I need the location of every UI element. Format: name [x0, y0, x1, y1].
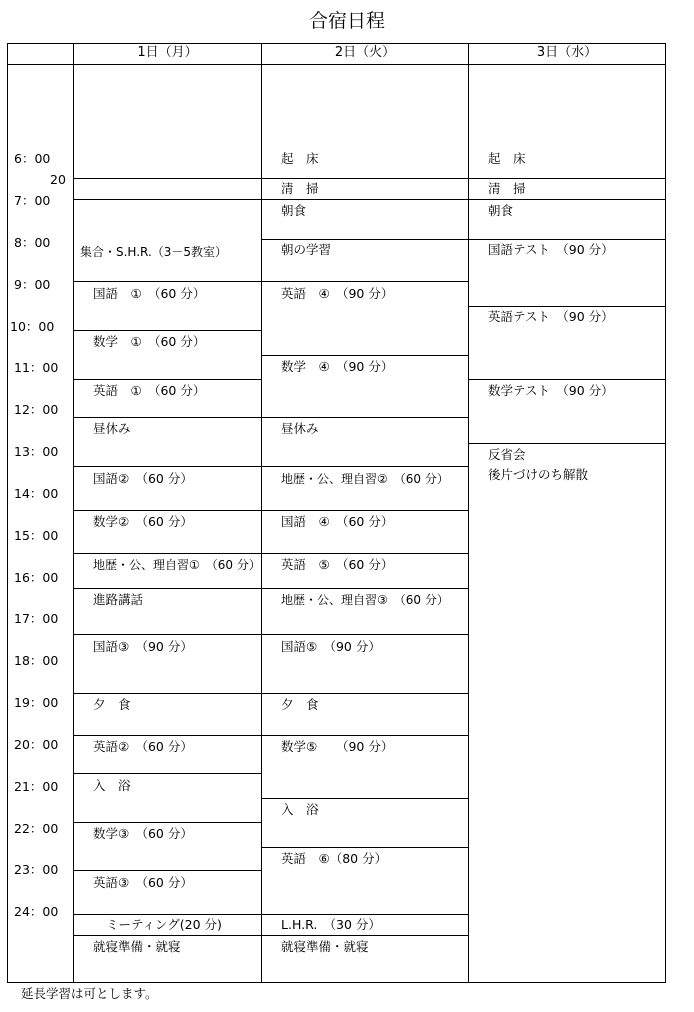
day1-chireki1: 地歴・公、理自習① （60 分） [93, 558, 261, 572]
day1-kokugo3: 国語③ （90 分） [93, 639, 193, 654]
day1-sugaku2: 数学② （60 分） [93, 514, 193, 529]
time-label: 21：00 [14, 779, 59, 794]
day3-sugaku-test: 数学テスト （90 分） [488, 383, 614, 398]
day2-wake: 起 床 [281, 151, 319, 166]
time-label: 10：00 [10, 319, 55, 334]
day1-dinner: 夕 食 [93, 697, 131, 712]
time-label: 11：00 [14, 360, 59, 375]
day1-meeting: ミーティング(20 分) [106, 917, 222, 932]
day2-chireki3: 地歴・公、理自習③ （60 分） [281, 593, 449, 607]
day1-bedprep: 就寝準備・就寝 [93, 939, 181, 954]
time-label: 8：00 [14, 235, 51, 250]
day3-wake: 起 床 [488, 151, 526, 166]
day2-sugaku5: 数学⑤ （90 分） [281, 739, 394, 754]
day1-kokugo2: 国語② （60 分） [93, 471, 193, 486]
table-frame [8, 44, 666, 983]
day1-kokugo1: 国語 ① （60 分） [93, 286, 206, 301]
day2-bedprep: 就寝準備・就寝 [281, 939, 369, 954]
day1-eigo1: 英語 ① （60 分） [93, 383, 206, 398]
day1-sugaku1: 数学 ① （60 分） [93, 334, 206, 349]
day1-eigo3: 英語③ （60 分） [93, 875, 193, 890]
day1-gather: 集合・S.H.R.（3－5教室） [80, 245, 228, 259]
day2-eigo6: 英語 ⑥（80 分） [281, 851, 388, 866]
day1-shinro: 進路講話 [93, 592, 144, 607]
day2-breakfast: 朝食 [281, 203, 307, 218]
day2-clean: 清 掃 [281, 181, 319, 196]
day2-sugaku4: 数学 ④ （90 分） [281, 359, 394, 374]
header-day1: 1日（月） [137, 45, 198, 60]
time-label: 9：00 [14, 277, 51, 292]
day2-lhr: L.H.R. （30 分） [281, 917, 381, 932]
day1-bath: 入 浴 [93, 778, 131, 793]
time-label: 14：00 [14, 486, 59, 501]
time-label: 16：00 [14, 570, 59, 585]
time-label: 20 [50, 172, 66, 187]
day3-breakfast: 朝食 [488, 203, 514, 218]
day2-eigo4: 英語 ④ （90 分） [281, 286, 394, 301]
day2-kokugo4: 国語 ④ （60 分） [281, 514, 394, 529]
time-label: 7：00 [14, 193, 51, 208]
time-label: 13：00 [14, 444, 59, 459]
time-label: 24：00 [14, 904, 59, 919]
time-label: 18：00 [14, 653, 59, 668]
footnote: 延長学習は可とします。 [21, 986, 158, 1001]
day3-kokugo-test: 国語テスト （90 分） [488, 242, 614, 257]
day2-dinner: 夕 食 [281, 697, 319, 712]
time-label: 19：00 [14, 695, 59, 710]
time-label: 20：00 [14, 737, 59, 752]
time-label: 17：00 [14, 611, 59, 626]
day3-cleanup: 後片づけのち解散 [488, 467, 589, 482]
day2-kokugo5: 国語⑤ （90 分） [281, 639, 381, 654]
day1-eigo2: 英語② （60 分） [93, 739, 193, 754]
day2-lunch: 昼休み [281, 421, 319, 436]
time-label: 22：00 [14, 821, 59, 836]
day2-eigo5: 英語 ⑤ （60 分） [281, 557, 394, 572]
day1-sugaku3: 数学③ （60 分） [93, 826, 193, 841]
day3-clean: 清 掃 [488, 181, 526, 196]
time-label: 12：00 [14, 402, 59, 417]
time-label: 23：00 [14, 862, 59, 877]
header-day3: 3日（水） [536, 45, 598, 60]
day2-morning-study: 朝の学習 [281, 242, 332, 257]
header-day2: 2日（火） [334, 45, 396, 60]
day3-reflection: 反省会 [488, 447, 526, 462]
day1-lunch: 昼休み [93, 421, 131, 436]
page-title: 合宿日程 [308, 10, 385, 32]
time-label: 15：00 [14, 528, 59, 543]
time-label: 6：00 [14, 151, 51, 166]
day2-chireki2: 地歴・公、理自習② （60 分） [281, 472, 449, 486]
day2-bath: 入 浴 [281, 802, 319, 817]
day3-eigo-test: 英語テスト （90 分） [488, 309, 614, 324]
